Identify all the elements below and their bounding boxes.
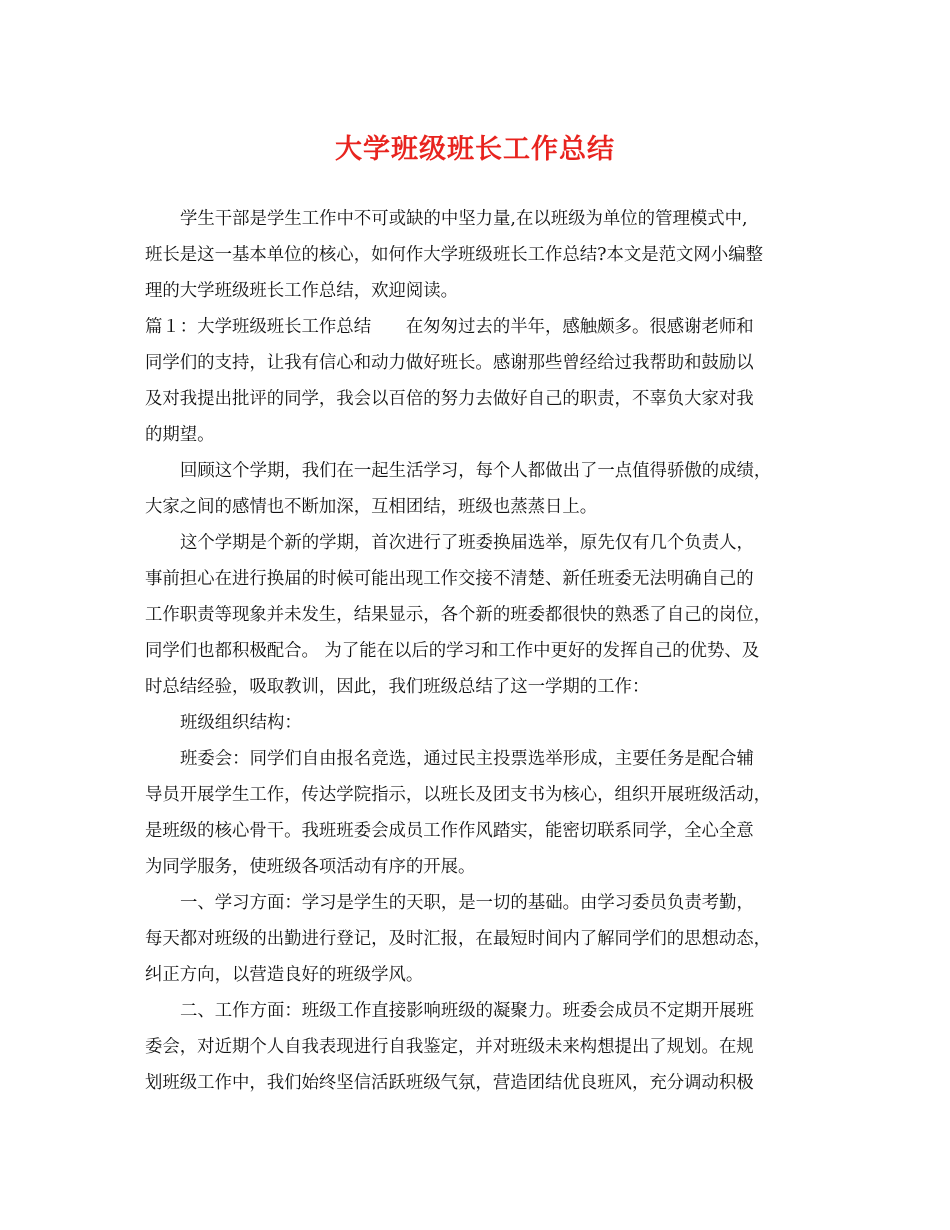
body-line: 回顾这个学期，我们在一起生活学习，每个人都做出了一点值得骄傲的成绩， <box>180 461 772 481</box>
body-line: 为同学服务，使班级各项活动有序的开展。 <box>145 857 476 877</box>
body-line: 每天都对班级的出勤进行登记，及时汇报，在最短时间内了解同学们的思想动态， <box>145 929 772 949</box>
body-line: 二、工作方面：班级工作直接影响班级的凝聚力。班委会成员不定期开展班 <box>180 1001 754 1021</box>
body-line: 划班级工作中，我们始终坚信活跃班级气氛，营造团结优良班风，充分调动积极 <box>145 1073 754 1093</box>
body-line: 委会，对近期个人自我表现进行自我鉴定，并对班级未来构想提出了规划。在规 <box>145 1037 754 1057</box>
body-line: 工作职责等现象并未发生，结果显示，各个新的班委都很快的熟悉了自己的岗位， <box>145 605 772 625</box>
body-line: 导员开展学生工作，传达学院指示，以班长及团支书为核心，组织开展班级活动， <box>145 785 772 805</box>
body-line: 班长是这一基本单位的核心，如何作大学班级班长工作总结?本文是范文网小编整 <box>145 245 763 265</box>
body-line: 这个学期是个新的学期，首次进行了班委换届选举，原先仅有几个负责人， <box>180 533 754 553</box>
body-line: 及对我提出批评的同学，我会以百倍的努力去做好自己的职责，不辜负大家对我 <box>145 389 754 409</box>
body-line: 事前担心在进行换届的时候可能出现工作交接不清楚、新任班委无法明确自己的 <box>145 569 754 589</box>
body-line: 大家之间的感情也不断加深，互相团结，班级也蒸蒸日上。 <box>145 497 598 517</box>
body-line: 是班级的核心骨干。我班班委会成员工作作风踏实，能密切联系同学，全心全意 <box>145 821 754 841</box>
body-line: 一、学习方面：学习是学生的天职，是一切的基础。由学习委员负责考勤， <box>180 893 754 913</box>
body-line: 班级组织结构： <box>180 713 302 733</box>
body-line: 篇１：大学班级班长工作总结 在匆匆过去的半年，感触颇多。很感谢老师和 <box>145 317 754 337</box>
body-line: 的期望。 <box>145 425 215 445</box>
body-line: 同学们的支持，让我有信心和动力做好班长。感谢那些曾经给过我帮助和鼓励以 <box>145 353 754 373</box>
body-line: 学生干部是学生工作中不可或缺的中坚力量,在以班级为单位的管理模式中, <box>180 209 748 229</box>
body-line: 纠正方向，以营造良好的班级学风。 <box>145 965 424 985</box>
body-line: 时总结经验，吸取教训，因此，我们班级总结了这一学期的工作： <box>145 677 650 697</box>
document-title: 大学班级班长工作总结 <box>335 134 615 165</box>
body-line: 同学们也都积极配合。 为了能在以后的学习和工作中更好的发挥自己的优势、及 <box>145 641 760 661</box>
body-line: 班委会：同学们自由报名竞选，通过民主投票选举形成，主要任务是配合辅 <box>180 749 754 769</box>
body-line: 理的大学班级班长工作总结，欢迎阅读。 <box>145 281 459 301</box>
